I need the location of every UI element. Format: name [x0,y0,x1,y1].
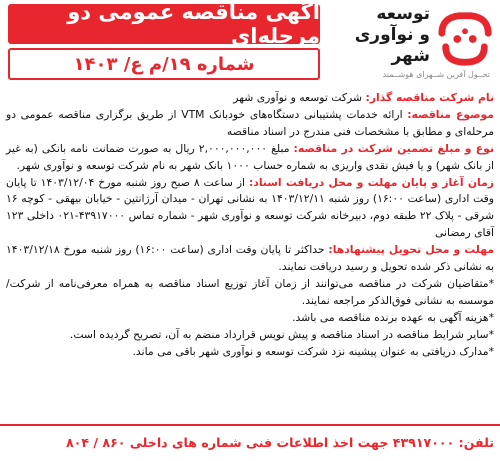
logo-mark-icon [436,10,494,68]
ad-header [0,0,500,88]
deadline-value: حداکثر تا پایان وقت اداری (ساعت ۱۶:۰۰) روز شنبه مورخ ۱۴۰۳/۱۲/۱۸ به نشانی ذکر شده تحویل و رسید دریافت نمایند. [6,243,494,274]
logo-tagline: تحــول آفرین شــهرای هوشــمند [382,70,490,79]
logo-name-line3: شهر [391,46,430,66]
company-logo [324,2,494,86]
bullet-item: *متقاضیان شرکت در مناقصه می‌توانند از زمان آغاز توزیع اسناد مناقصه به همراه معرفی‌نامه از شرکت/ موسسه به نشانی فوق‌الذکر مراجعه نمایند. [6,276,494,307]
organizer-value: شرکت توسعه و نوآوری شهر [233,91,366,104]
tender-number: شماره ۱۹/م ع/ ۱۴۰۳ [8,48,320,80]
deadline-paragraph [6,242,494,276]
logo-name-line1: توسعه [376,4,430,24]
subject-value: ارائه خدمات پشتیبانی دستگاه‌های خودبانک VTM از طریق برگزاری مناقصه عمومی دو مرحله‌ای و مطابق با مشخصات فنی مندرج در اسناد مناقصه [6,107,494,138]
timing-paragraph [6,175,494,243]
guarantee-paragraph [6,141,494,175]
timing-value: از ساعت ۸ صبح روز شنبه مورخ ۱۴۰۳/۱۲/۰۴ تا پایان وقت اداری (ساعت ۱۶:۰۰) روز شنبه ۱۴۰۳/۱۲/۱۱ به نشانی تهران - میدان آرژانتین - خیابان بیهقی - کوچه ۱۶ شرقی - پلاک ۲۲ طبقه دوم، دبیرخانه شرکت توسعه و نوآوری شهر - شماره تماس ۴۳۹۱۷۰۰۰-۰۲۱ داخلی ۱۲۳ آقای رمضانی [6,175,494,240]
bullet-item: *هزینه آگهی به عهده برنده مناقصه می باشد. [292,310,494,324]
guarantee-value: مبلغ ۲,۰۰۰,۰۰۰,۰۰۰ ریال به صورت ضمانت نامه بانکی (به غیر از بانک شهر) و یا فیش نقدی واریزی به شماره حساب ۱۰۰۰ بانک شهر به نام شرکت توسعه و نوآوری شهر. [6,141,494,172]
organizer-paragraph [6,90,494,107]
bullet-item: *سایر شرایط مناقصه در اسناد مناقصه و پیش نویس قرارداد منضم به آن، تصریح گردیده است. [69,327,494,341]
ad-body [6,90,494,361]
logo-name-line2: و نوآوری [354,25,430,45]
tender-title: آگهی مناقصه عمومی دو مرحله‌ای [8,4,320,44]
organizer-label: نام شرکت مناقصه گذار: [365,91,494,104]
footer-divider [0,424,500,426]
subject-label: موضوع مناقصه: [407,107,494,121]
deadline-label: مهلت و محل تحویل پیشنهادها: [328,243,495,257]
guarantee-label: نوع و مبلغ تضمین شرکت در مناقصه: [293,141,494,155]
footer-phone: تلفن: ۴۳۹۱۷۰۰۰ جهت اخذ اطلاعات فنی شماره های داخلی ۸۶۰ / ۸۰۴ [65,434,494,450]
timing-label: زمان آغاز و پایان مهلت و محل دریافت اسناد: [248,175,495,189]
bullet-item: *مدارک دریافتی به عنوان پیشینه نزد شرکت توسعه و نوآوری شهر باقی می ماند. [132,344,494,358]
subject-paragraph [6,107,494,141]
logo-name [326,4,430,67]
